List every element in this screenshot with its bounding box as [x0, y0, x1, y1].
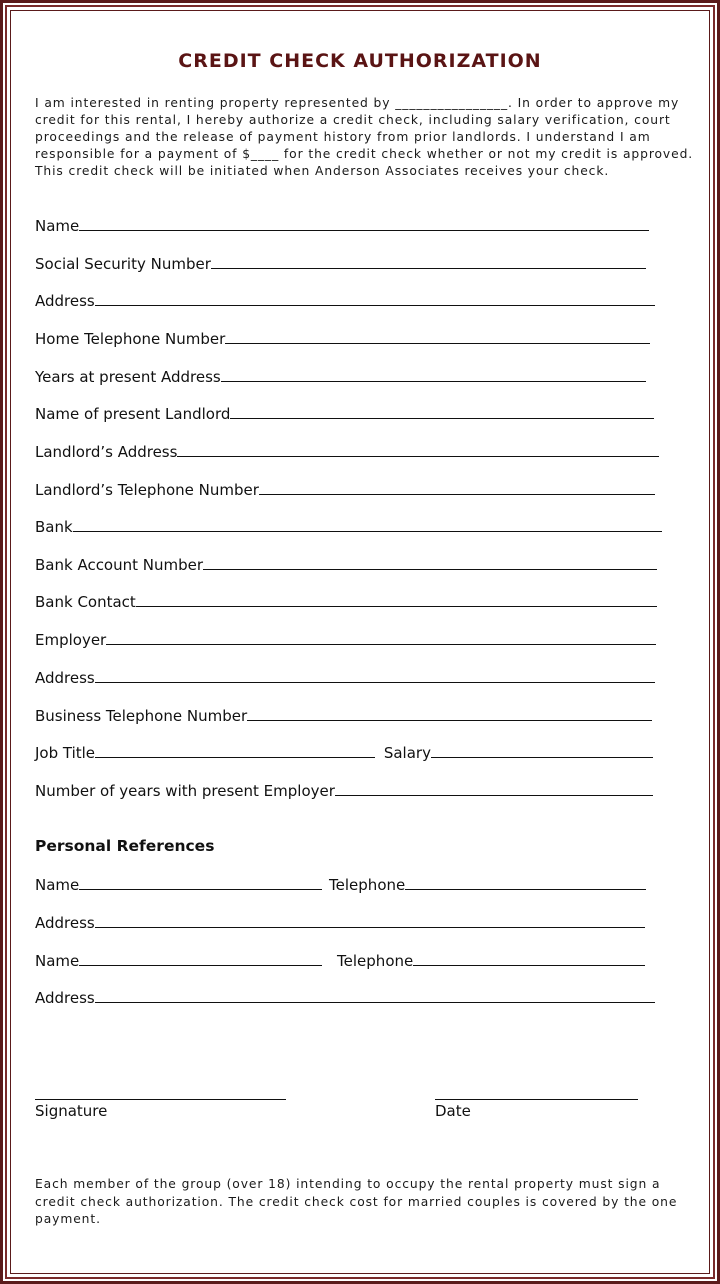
reference-1-name-line[interactable] — [79, 875, 322, 890]
field-landlord-address-label: Landlord’s Address — [35, 443, 178, 461]
field-job-title[interactable] — [35, 743, 653, 762]
reference-2-telephone-line[interactable] — [413, 951, 645, 966]
field-business-phone-label: Business Telephone Number — [35, 707, 248, 725]
field-years-address-label: Years at present Address — [35, 368, 221, 386]
reference-1-address-line[interactable] — [95, 913, 645, 928]
field-employer[interactable] — [35, 630, 656, 649]
field-home-phone[interactable] — [35, 329, 650, 348]
date-label: Date — [435, 1102, 471, 1120]
signature-label: Signature — [35, 1102, 108, 1120]
reference-2-address-line[interactable] — [95, 988, 655, 1003]
field-bank-line[interactable] — [73, 517, 662, 532]
intro-paragraph: I am interested in renting property represented by ________________. In order to approve my credit for this rental, I hereby authorize a credit check, including salary verification, court proceedings and the release of payment history from prior landlords. I understand I am responsible for a payment of $____ for the credit check whether or not my credit is approved. This credit check will be initiated when Anderson Associates receives your check. — [35, 96, 694, 178]
reference-2-telephone-label: Telephone — [337, 952, 414, 970]
reference-1-address-label: Address — [35, 914, 95, 932]
field-employer-line[interactable] — [106, 630, 656, 645]
reference-2-row[interactable] — [35, 951, 645, 970]
reference-1-row[interactable] — [35, 875, 646, 894]
field-landlord-address[interactable] — [35, 442, 659, 461]
footer-note: Each member of the group (over 18) intending to occupy the rental property must sign a credit check authorization. The credit check cost for married couples is covered by the one payment. — [35, 1177, 678, 1226]
field-bank-account-line[interactable] — [203, 555, 657, 570]
field-name-line[interactable] — [79, 216, 649, 231]
reference-2-address-label: Address — [35, 989, 95, 1007]
field-bank-contact[interactable] — [35, 592, 657, 611]
reference-2-address-row[interactable] — [35, 988, 655, 1007]
field-bank[interactable] — [35, 517, 662, 536]
field-bank-account-label: Bank Account Number — [35, 556, 204, 574]
field-bank-label: Bank — [35, 518, 73, 536]
reference-1-telephone-label: Telephone — [329, 876, 406, 894]
field-landlord-name[interactable] — [35, 404, 654, 423]
field-business-phone[interactable] — [35, 706, 652, 725]
field-bank-contact-label: Bank Contact — [35, 593, 136, 611]
field-bank-account[interactable] — [35, 555, 657, 574]
reference-1-address-row[interactable] — [35, 913, 645, 932]
field-business-phone-line[interactable] — [247, 706, 652, 721]
field-address[interactable] — [35, 291, 655, 310]
field-landlord-phone-label: Landlord’s Telephone Number — [35, 481, 259, 499]
signature-line[interactable] — [35, 1098, 286, 1100]
field-bank-contact-line[interactable] — [136, 592, 657, 607]
field-landlord-phone[interactable] — [35, 480, 655, 499]
field-years-employer[interactable] — [35, 781, 653, 800]
field-salary-line[interactable] — [431, 743, 653, 758]
field-employer-label: Employer — [35, 631, 107, 649]
field-landlord-address-line[interactable] — [177, 442, 659, 457]
references-heading: Personal References — [35, 837, 215, 855]
reference-1-telephone-line[interactable] — [405, 875, 646, 890]
page-title: CREDIT CHECK AUTHORIZATION — [178, 50, 542, 72]
date-line[interactable] — [435, 1098, 638, 1100]
field-ssn-label: Social Security Number — [35, 255, 211, 273]
field-name-label: Name — [35, 217, 80, 235]
field-address-line[interactable] — [95, 291, 655, 306]
field-years-address[interactable] — [35, 367, 646, 386]
field-job-title-label: Job Title — [35, 744, 96, 762]
field-landlord-name-label: Name of present Landlord — [35, 405, 231, 423]
field-years-employer-label: Number of years with present Employer — [35, 782, 335, 800]
field-landlord-phone-line[interactable] — [259, 480, 655, 495]
field-address-label: Address — [35, 292, 95, 310]
field-landlord-name-line[interactable] — [230, 404, 654, 419]
field-ssn[interactable] — [35, 254, 646, 273]
field-home-phone-label: Home Telephone Number — [35, 330, 226, 348]
field-employer-address-line[interactable] — [95, 668, 655, 683]
field-years-employer-line[interactable] — [335, 781, 653, 796]
reference-2-name-line[interactable] — [79, 951, 322, 966]
field-home-phone-line[interactable] — [225, 329, 650, 344]
field-job-title-line[interactable] — [95, 743, 375, 758]
field-years-address-line[interactable] — [221, 367, 646, 382]
field-ssn-line[interactable] — [211, 254, 646, 269]
field-salary-label: Salary — [383, 744, 431, 762]
field-employer-address-label: Address — [35, 669, 95, 687]
reference-2-name-label: Name — [35, 952, 80, 970]
reference-1-name-label: Name — [35, 876, 80, 894]
field-employer-address[interactable] — [35, 668, 655, 687]
field-name[interactable] — [35, 216, 649, 235]
